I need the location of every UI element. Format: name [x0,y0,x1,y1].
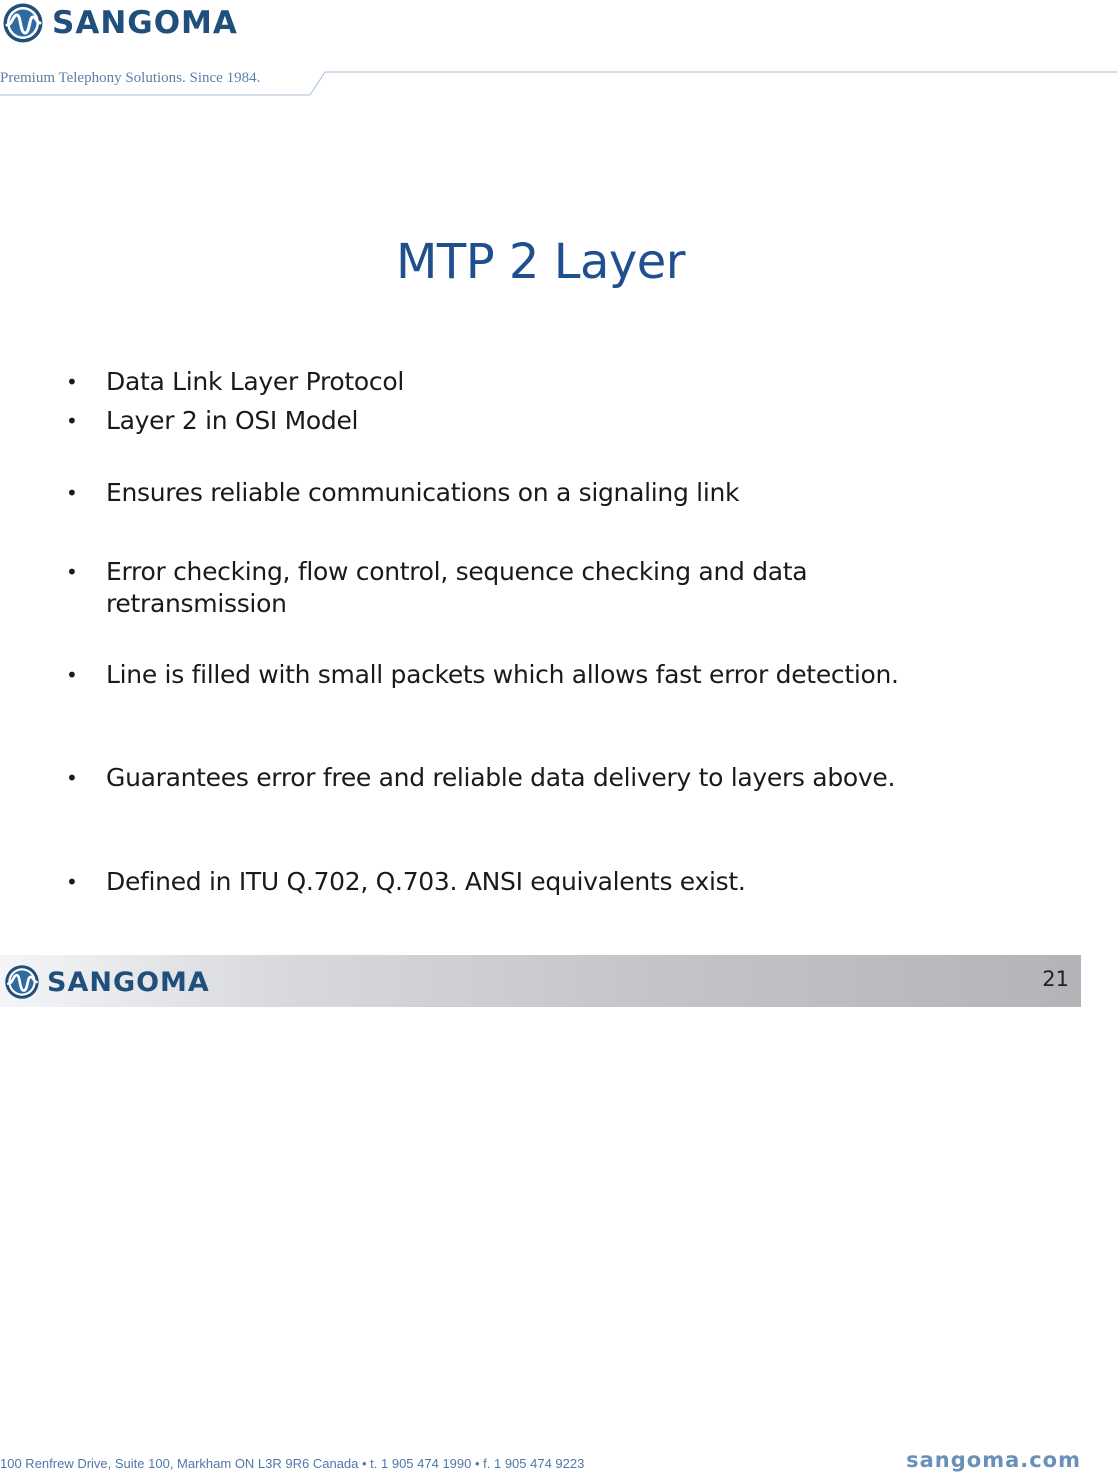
bullet-text: Defined in ITU Q.702, Q.703. ANSI equivalents exist. [106,867,746,896]
bullet-text: Line is filled with small packets which allows fast error detection. [106,660,899,689]
bullet-text: Data Link Layer Protocol [106,367,404,396]
bullet-icon: • [66,409,78,433]
bullet-icon: • [66,370,78,394]
company-website: sangoma.com [906,1448,1081,1472]
slide-title: MTP 2 Layer [395,234,686,290]
letterhead-logo [2,0,238,46]
slide-footer-bar [0,955,1081,1007]
footer-brand-wordmark: SANGOMA [47,966,210,998]
bullet-icon: • [66,560,78,584]
bullet-icon: • [66,870,78,894]
tagline: Premium Telephony Solutions. Since 1984. [0,70,261,86]
bullet-icon: • [66,481,78,505]
sangoma-logo-icon [4,964,40,1000]
bullet-text: Layer 2 in OSI Model [106,406,359,435]
slide-page-number: 21 [1042,967,1069,991]
bullet-icon: • [66,663,78,687]
brand-wordmark: SANGOMA [52,4,238,41]
bullet-text: Error checking, flow control, sequence checking and data retransmission [106,557,808,618]
bullet-text: Ensures reliable communications on a signaling link [106,478,740,507]
footer-logo [4,963,210,1001]
bullet-text: Guarantees error free and reliable data delivery to layers above. [106,763,896,792]
sangoma-logo-icon [2,2,44,44]
company-address: 100 Renfrew Drive, Suite 100, Markham ON L3R 9R6 Canada • t. 1 905 474 1990 • f. 1 905 474 9223 [0,1456,585,1471]
bullet-icon: • [66,766,78,790]
